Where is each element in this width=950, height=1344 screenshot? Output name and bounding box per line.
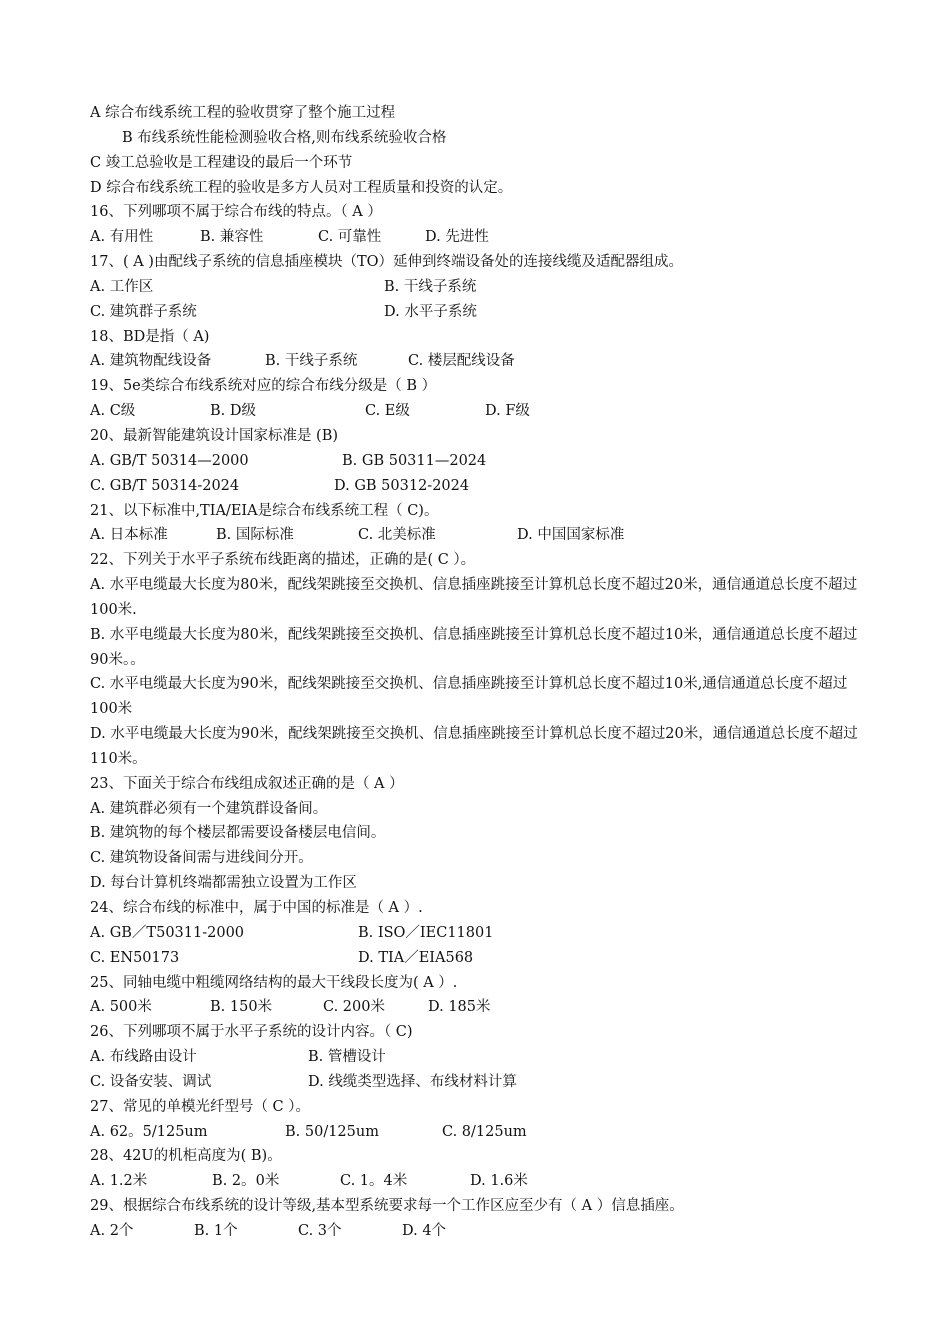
answer-option: C. 建筑群子系统 (90, 303, 197, 320)
text-line: 25、同轴电缆中粗缆网络结构的最大干线段长度为( A ）. (90, 974, 458, 991)
answer-option: C. E级 (365, 403, 410, 420)
answer-option: A. C级 (90, 403, 136, 420)
answer-options-row (90, 300, 860, 325)
text-line: 27、常见的单模光纤型号（ C ）。 (90, 1098, 311, 1115)
text-line: B. 建筑物的每个楼层都需要设备楼层电信间。 (90, 825, 386, 842)
answer-option-paragraph: A. 水平电缆最大长度为80米，配线架跳接至交换机、信息插座跳接至计算机总长度不超过20米，通信通道总长度不超过100米. (90, 577, 858, 618)
text-line: C 竣工总验收是工程建设的最后一个环节 (90, 154, 353, 171)
answer-option: B. 管槽设计 (308, 1049, 386, 1066)
answer-options-row (90, 275, 860, 300)
text-line: 29、根据综合布线系统的设计等级,基本型系统要求每一个工作区应至少有（ A ）信息插座。 (90, 1198, 684, 1215)
answer-options-row (90, 1045, 860, 1070)
text-line: 23、下面关于综合布线组成叙述正确的是（ A ） (90, 775, 404, 792)
answer-options-row (90, 946, 860, 971)
answer-option: D. 185米 (428, 999, 491, 1016)
answer-option: A. 日本标准 (90, 527, 168, 544)
answer-option: B. 50/125um (285, 1123, 379, 1140)
text-line: A. 建筑群必须有一个建筑群设备间。 (90, 800, 328, 817)
text-line: 18、BD是指（ A) (90, 328, 210, 345)
answer-option: B. 1个 (194, 1222, 238, 1239)
answer-options-row (90, 225, 860, 250)
answer-options-row (90, 1070, 860, 1095)
answer-option: B. ISO／IEC11801 (358, 924, 494, 941)
answer-options-row (90, 1120, 860, 1145)
answer-option: A. 布线路由设计 (90, 1049, 197, 1066)
answer-option: D. 线缆类型选择、布线材料计算 (308, 1073, 517, 1090)
text-line: B 布线系统性能检测验收合格,则布线系统验收合格 (122, 129, 447, 146)
answer-option: A. 62。5/125um (90, 1123, 208, 1140)
answer-option: D. 1.6米 (470, 1173, 528, 1190)
text-line: A 综合布线系统工程的验收贯穿了整个施工过程 (90, 105, 396, 121)
answer-option: B. 干线子系统 (265, 353, 358, 370)
answer-option: B. 150米 (210, 999, 273, 1016)
answer-option: A. GB／T50311-2000 (90, 924, 245, 941)
answer-option: B. GB 50311—2024 (342, 452, 487, 469)
answer-options-row (90, 1219, 860, 1244)
answer-option: A. 建筑物配线设备 (90, 353, 212, 370)
text-line: 16、下列哪项不属于综合布线的特点。（ A ） (90, 204, 382, 221)
answer-option: C. EN50173 (90, 949, 180, 966)
answer-option: A. GB/T 50314—2000 (90, 452, 249, 469)
answer-option: B. 兼容性 (200, 229, 264, 246)
answer-option: D. TIA／EIA568 (358, 949, 474, 966)
question-list (90, 101, 860, 1244)
text-line: 22、下列关于水平子系统布线距离的描述，正确的是( C ）。 (90, 552, 476, 569)
answer-option: C. 1。4米 (340, 1173, 408, 1190)
text-line: 26、下列哪项不属于水平子系统的设计内容。（ C) (90, 1024, 413, 1041)
answer-option: C. 设备安装、调试 (90, 1073, 212, 1090)
answer-option-paragraph: D. 水平电缆最大长度为90米，配线架跳接至交换机、信息插座跳接至计算机总长度不超过20米，通信通道总长度不超过110米。 (90, 726, 858, 767)
answer-option: A. 有用性 (90, 229, 154, 246)
answer-options-row (90, 399, 860, 424)
answer-option: A. 工作区 (90, 278, 154, 295)
answer-option: D. 4个 (402, 1222, 447, 1239)
answer-option: C. 8/125um (442, 1123, 527, 1140)
answer-options-row (90, 449, 860, 474)
answer-option: C. GB/T 50314-2024 (90, 477, 240, 494)
answer-option: D. 水平子系统 (384, 303, 477, 320)
text-line: 28、42U的机柜高度为( B)。 (90, 1148, 282, 1165)
answer-option-paragraph: C. 水平电缆最大长度为90米，配线架跳接至交换机、信息插座跳接至计算机总长度不超过10米,通信通道总长度不超过100米 (90, 676, 848, 718)
answer-option: B. D级 (210, 403, 256, 420)
text-line: 24、综合布线的标准中，属于中国的标准是（ A ）. (90, 900, 423, 916)
answer-options-row (90, 921, 860, 946)
text-line: 17、( A )由配线子系统的信息插座模块（TO）延伸到终端设备处的连接线缆及适配器组成。 (90, 254, 684, 271)
answer-options-row (90, 349, 860, 374)
answer-option: D. 先进性 (425, 229, 489, 246)
answer-option: B. 国际标准 (216, 527, 294, 544)
text-line: C. 建筑物设备间需与进线间分开。 (90, 850, 313, 867)
answer-option: A. 2个 (90, 1222, 134, 1239)
answer-option: B. 干线子系统 (384, 278, 477, 295)
answer-option: D. GB 50312-2024 (334, 477, 470, 494)
text-line: 21、以下标准中,TIA/EIA是综合布线系统工程（ C)。 (90, 502, 439, 519)
text-line: 19、5e类综合布线系统对应的综合布线分级是（ B ） (90, 378, 437, 395)
answer-options-row (90, 474, 860, 499)
answer-option: D. 中国国家标准 (517, 527, 625, 544)
answer-option: C. 北美标准 (358, 527, 436, 544)
answer-option: C. 3个 (298, 1222, 342, 1239)
answer-option: B. 2。0米 (212, 1173, 280, 1190)
answer-option-paragraph: B. 水平电缆最大长度为80米，配线架跳接至交换机、信息插座跳接至计算机总长度不超过10米，通信通道总长度不超过90米。。 (90, 626, 858, 668)
answer-options-row (90, 995, 860, 1020)
text-line: 20、最新智能建筑设计国家标准是 (B) (90, 427, 339, 444)
answer-option: A. 1.2米 (90, 1173, 148, 1190)
answer-option: C. 可靠性 (318, 229, 382, 246)
answer-option: D. F级 (485, 403, 530, 420)
text-line: D. 每台计算机终端都需独立设置为工作区 (90, 875, 357, 892)
answer-option: C. 楼层配线设备 (408, 353, 515, 370)
answer-option: C. 200米 (323, 999, 385, 1016)
text-line: D 综合布线系统工程的验收是多方人员对工程质量和投资的认定。 (90, 179, 513, 196)
answer-options-row (90, 523, 860, 548)
answer-options-row (90, 1169, 860, 1194)
answer-option: A. 500米 (90, 999, 152, 1016)
